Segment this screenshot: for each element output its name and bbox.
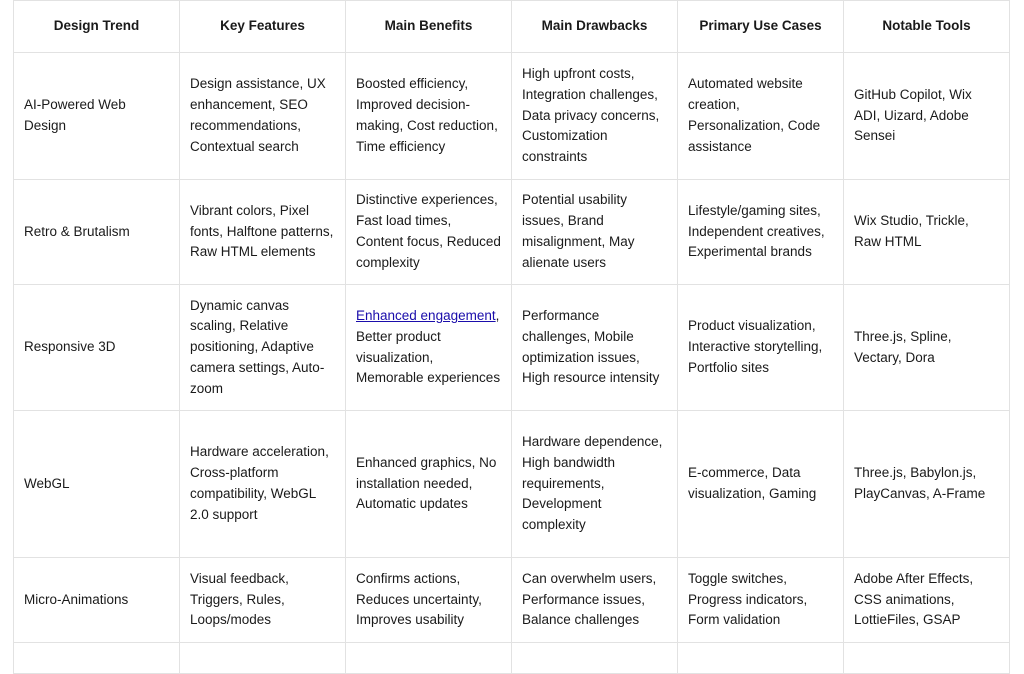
cell-key-features: Vibrant colors, Pixel fonts, Halftone patterns, Raw HTML elements xyxy=(180,180,346,285)
benefits-text: , Better product visualization, Memorable experiences xyxy=(356,307,501,386)
table-row xyxy=(14,285,1010,411)
table-row xyxy=(14,180,1010,285)
column-header-main-drawbacks: Main Drawbacks xyxy=(512,1,678,53)
cell-main-drawbacks: Performance challenges, Mobile optimization issues, High resource intensity xyxy=(512,285,678,411)
cell-design-trend: Retro & Brutalism xyxy=(14,180,180,285)
cell-primary-use-cases: Automated website creation, Personalization, Code assistance xyxy=(678,53,844,180)
cell-design-trend: Responsive 3D xyxy=(14,285,180,411)
column-header-design-trend: Design Trend xyxy=(14,1,180,53)
cell-notable-tools: Three.js, Spline, Vectary, Dora xyxy=(844,285,1010,411)
cell-main-benefits: Distinctive experiences, Fast load times, Content focus, Reduced complexity xyxy=(346,180,512,285)
cell-primary-use-cases: Product visualization, Interactive storytelling, Portfolio sites xyxy=(678,285,844,411)
table-row xyxy=(14,53,1010,180)
column-header-notable-tools: Notable Tools xyxy=(844,1,1010,53)
cell-empty xyxy=(678,643,844,674)
cell-key-features: Dynamic canvas scaling, Relative positioning, Adaptive camera settings, Auto-zoom xyxy=(180,285,346,411)
cell-notable-tools: Wix Studio, Trickle, Raw HTML xyxy=(844,180,1010,285)
cell-primary-use-cases: E-commerce, Data visualization, Gaming xyxy=(678,411,844,558)
column-header-primary-use-cases: Primary Use Cases xyxy=(678,1,844,53)
cell-design-trend: WebGL xyxy=(14,411,180,558)
column-header-main-benefits: Main Benefits xyxy=(346,1,512,53)
cell-primary-use-cases: Lifestyle/gaming sites, Independent creatives, Experimental brands xyxy=(678,180,844,285)
cell-primary-use-cases: Toggle switches, Progress indicators, Form validation xyxy=(678,558,844,643)
cell-empty xyxy=(180,643,346,674)
cell-key-features: Hardware acceleration, Cross-platform compatibility, WebGL 2.0 support xyxy=(180,411,346,558)
cell-main-drawbacks: Potential usability issues, Brand misalignment, May alienate users xyxy=(512,180,678,285)
column-header-key-features: Key Features xyxy=(180,1,346,53)
comparison-table-container xyxy=(13,0,1009,660)
design-trends-table xyxy=(13,0,1010,674)
cell-main-drawbacks: Hardware dependence, High bandwidth requirements, Development complexity xyxy=(512,411,678,558)
cell-notable-tools: GitHub Copilot, Wix ADI, Uizard, Adobe Sensei xyxy=(844,53,1010,180)
cell-key-features: Visual feedback, Triggers, Rules, Loops/modes xyxy=(180,558,346,643)
cell-main-benefits xyxy=(346,285,512,411)
table-row-partial xyxy=(14,643,1010,674)
cell-key-features: Design assistance, UX enhancement, SEO recommendations, Contextual search xyxy=(180,53,346,180)
cell-empty xyxy=(844,643,1010,674)
table-row xyxy=(14,411,1010,558)
cell-design-trend: AI-Powered Web Design xyxy=(14,53,180,180)
cell-main-drawbacks: High upfront costs, Integration challenges, Data privacy concerns, Customization constraints xyxy=(512,53,678,180)
cell-main-benefits: Confirms actions, Reduces uncertainty, Improves usability xyxy=(346,558,512,643)
cell-main-benefits: Enhanced graphics, No installation needed, Automatic updates xyxy=(346,411,512,558)
cell-notable-tools: Adobe After Effects, CSS animations, LottieFiles, GSAP xyxy=(844,558,1010,643)
table-row xyxy=(14,558,1010,643)
cell-main-benefits: Boosted efficiency, Improved decision-making, Cost reduction, Time efficiency xyxy=(346,53,512,180)
cell-main-drawbacks: Can overwhelm users, Performance issues, Balance challenges xyxy=(512,558,678,643)
table-header-row xyxy=(14,1,1010,53)
cell-empty xyxy=(512,643,678,674)
cell-empty xyxy=(346,643,512,674)
cell-design-trend: Micro-Animations xyxy=(14,558,180,643)
enhanced-engagement-link[interactable]: Enhanced engagement xyxy=(356,307,496,323)
cell-notable-tools: Three.js, Babylon.js, PlayCanvas, A-Frame xyxy=(844,411,1010,558)
cell-empty xyxy=(14,643,180,674)
